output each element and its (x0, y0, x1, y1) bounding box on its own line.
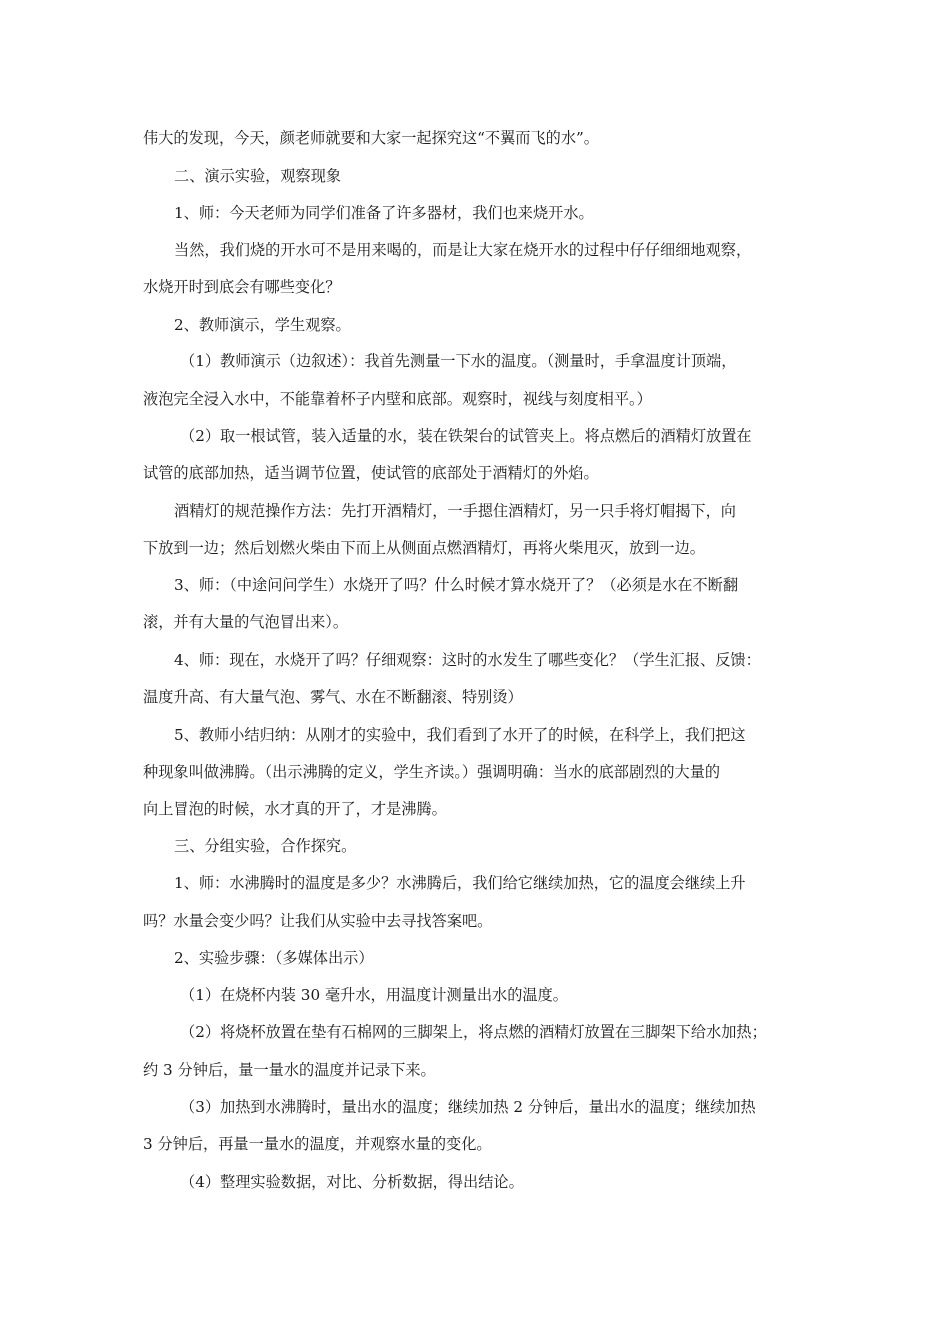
text-line: 种现象叫做沸腾。（出示沸腾的定义，学生齐读。）强调明确：当水的底部剧烈的大量的 (143, 763, 721, 781)
text-line: 当然，我们烧的开水可不是用来喝的，而是让大家在烧开水的过程中仔仔细细地观察， (174, 241, 752, 259)
section-heading: 三、分组实验，合作探究。 (174, 837, 357, 855)
text-line: 3 分钟后，再量一量水的温度，并观察水量的变化。 (143, 1135, 492, 1153)
text-line: 5、教师小结归纳：从刚才的实验中，我们看到了水开了的时候，在科学上，我们把这 (174, 726, 746, 744)
text-line: 下放到一边；然后划燃火柴由下而上从侧面点燃酒精灯，再将火柴甩灭，放到一边。 (143, 539, 705, 557)
text-line: 4、师：现在，水烧开了吗？仔细观察：这时的水发生了哪些变化？（学生汇报、反馈： (174, 651, 761, 669)
text-line: 吗？水量会变少吗？让我们从实验中去寻找答案吧。 (143, 912, 493, 930)
text-line: （2）将烧杯放置在垫有石棉网的三脚架上，将点燃的酒精灯放置在三脚架下给水加热； (180, 1023, 767, 1041)
text-line: 酒精灯的规范操作方法：先打开酒精灯，一手摁住酒精灯，另一只手将灯帽揭下，向 (174, 502, 736, 520)
text-line: 温度升高、有大量气泡、雾气、水在不断翻滚、特别烫） (143, 688, 523, 706)
text-line: 液泡完全浸入水中，不能靠着杯子内壁和底部。观察时，视线与刻度相平。） (143, 390, 652, 408)
text-line: （1）在烧杯内装 30 毫升水，用温度计测量出水的温度。 (180, 986, 568, 1004)
text-line: 伟大的发现，今天，颜老师就要和大家一起探究这“不翼而飞的水”。 (143, 129, 599, 147)
section-heading: 二、演示实验，观察现象 (174, 167, 342, 185)
text-line: 向上冒泡的时候，水才真的开了，才是沸腾。 (143, 800, 447, 818)
text-line: 3、师：（中途问问学生）水烧开了吗？什么时候才算水烧开了？（必须是水在不断翻 (174, 576, 739, 594)
text-line: （3）加热到水沸腾时，量出水的温度；继续加热 2 分钟后，量出水的温度；继续加热 (180, 1098, 756, 1116)
text-line: 2、实验步骤：（多媒体出示） (174, 949, 374, 967)
text-line: 1、师：水沸腾时的温度是多少？水沸腾后，我们给它继续加热，它的温度会继续上升 (174, 874, 746, 892)
text-line: 约 3 分钟后，量一量水的温度并记录下来。 (143, 1061, 436, 1079)
text-line: 试管的底部加热，适当调节位置，使试管的底部处于酒精灯的外焰。 (143, 464, 599, 482)
text-line: 2、教师演示，学生观察。 (174, 316, 351, 334)
text-line: 水烧开时到底会有哪些变化？ (143, 278, 341, 296)
text-line: （2）取一根试管，装入适量的水，装在铁架台的试管夹上。将点燃后的酒精灯放置在 (180, 427, 752, 445)
text-line: 1、师：今天老师为同学们准备了许多器材，我们也来烧开水。 (174, 204, 594, 222)
text-line: 滚，并有大量的气泡冒出来）。 (143, 613, 349, 631)
text-line: （4）整理实验数据，对比、分析数据，得出结论。 (180, 1173, 524, 1191)
text-line: （1）教师演示（边叙述）：我首先测量一下水的温度。（测量时，手拿温度计顶端， (180, 352, 737, 370)
